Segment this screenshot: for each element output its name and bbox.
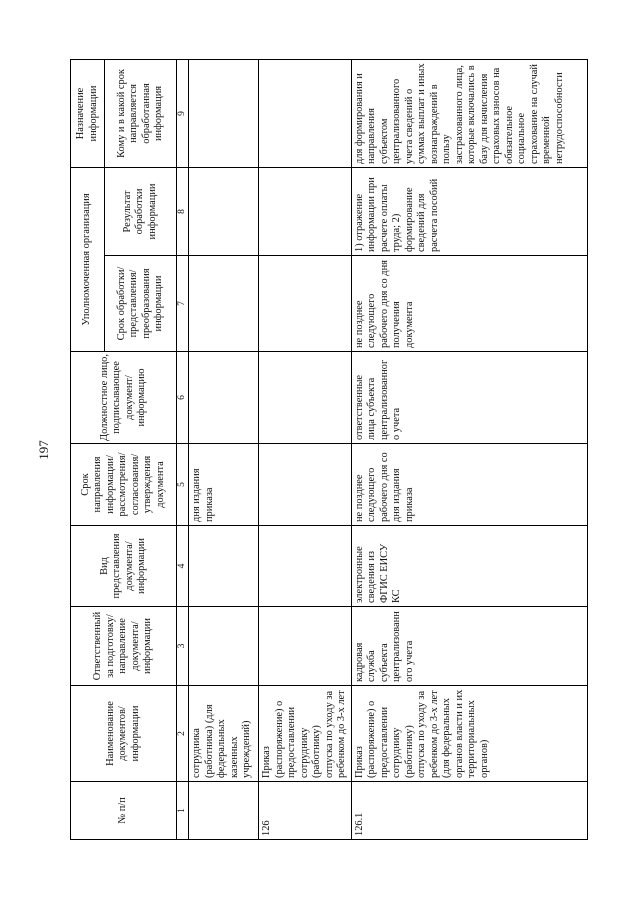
- row-form: [259, 526, 351, 607]
- table-row: [189, 59, 259, 839]
- row-result: 1) отражение информации при расчете оплаты труда; 2) формирование сведений для расчета пособий: [351, 167, 587, 255]
- row-responsible: [189, 607, 259, 686]
- document-table: [70, 59, 588, 840]
- row-deadline: дня издания приказа: [189, 444, 259, 526]
- header-col-purpose-sub: Кому и в какой срок направляется обработанная информация: [105, 59, 177, 167]
- header-col-num: № п/п: [71, 782, 177, 840]
- header-col-signer: Должностное лицо, подписывающее документ/ информацию: [71, 352, 177, 444]
- row-responsible: [259, 607, 351, 686]
- row-name: Приказ (распоряжение) о предоставлении сотруднику (работнику) отпуска по уходу за ребенком до 3-х лет (для федеральных органов власти и их территориальных органов): [351, 686, 587, 782]
- row-processing-term: [259, 256, 351, 352]
- row-name: Приказ (распоряжение) о предоставлении сотруднику (работнику) отпуска по уходу за ребенком до 3-х лет: [259, 686, 351, 782]
- row-processing-term: не позднее следующего рабочего дня со дня получения документа: [351, 256, 587, 352]
- row-purpose: [259, 59, 351, 167]
- row-signer: [259, 352, 351, 444]
- row-form: электронные сведения из ФГИС ЕИСУ КС: [351, 526, 587, 607]
- header-col-purpose: Назначение информации: [71, 59, 105, 167]
- row-signer: ответственные лица субъекта централизованного учета: [351, 352, 587, 444]
- row-result: [189, 167, 259, 255]
- column-number: 9: [177, 59, 189, 167]
- rotated-table-container: [70, 60, 568, 840]
- header-col-result: Результат обработки информации: [105, 167, 177, 255]
- header-col-processing-term: Срок обработки/ представления/ преобразования информации: [105, 256, 177, 352]
- row-result: [259, 167, 351, 255]
- column-number: 7: [177, 256, 189, 352]
- row-processing-term: [189, 256, 259, 352]
- header-col-name: Наименование документов/ информации: [71, 686, 177, 782]
- header-row-group: [71, 59, 105, 839]
- table-row: [351, 59, 587, 839]
- row-responsible: кадровая служба субъекта централизованного учета: [351, 607, 587, 686]
- column-number: 2: [177, 686, 189, 782]
- column-number: 3: [177, 607, 189, 686]
- row-deadline: [259, 444, 351, 526]
- page-number: 197: [35, 440, 51, 460]
- row-num: [189, 782, 259, 840]
- table-row: [259, 59, 351, 839]
- row-signer: [189, 352, 259, 444]
- header-col-responsible: Ответственный за подготовку/ направление документа/ информации: [71, 607, 177, 686]
- row-purpose: для формирования и направления субъектом централизованного учета сведений о суммах выплат и иных вознаграждений в пользу застрахованного лица, которые включались в базу для начисления страховых взносов на обязательное социальное страхование на случай временной нетрудоспособности: [351, 59, 587, 167]
- column-number: 6: [177, 352, 189, 444]
- column-number: 5: [177, 444, 189, 526]
- column-number: 1: [177, 782, 189, 840]
- column-number: 4: [177, 526, 189, 607]
- row-deadline: не позднее следующего рабочего дня со дня издания приказа: [351, 444, 587, 526]
- row-name: сотрудника (работника) (для федеральных казенных учреждений): [189, 686, 259, 782]
- header-col-deadline: Срок направления информации/ рассмотрения/ согласования/ утверждения документа: [71, 444, 177, 526]
- header-group-organization: Уполномоченная организация: [71, 167, 105, 351]
- row-form: [189, 526, 259, 607]
- row-purpose: [189, 59, 259, 167]
- header-col-form: Вид представления документа/ информации: [71, 526, 177, 607]
- row-num: 126: [259, 782, 351, 840]
- column-number: 8: [177, 167, 189, 255]
- column-number-row: [177, 59, 189, 839]
- row-num: 126.1: [351, 782, 587, 840]
